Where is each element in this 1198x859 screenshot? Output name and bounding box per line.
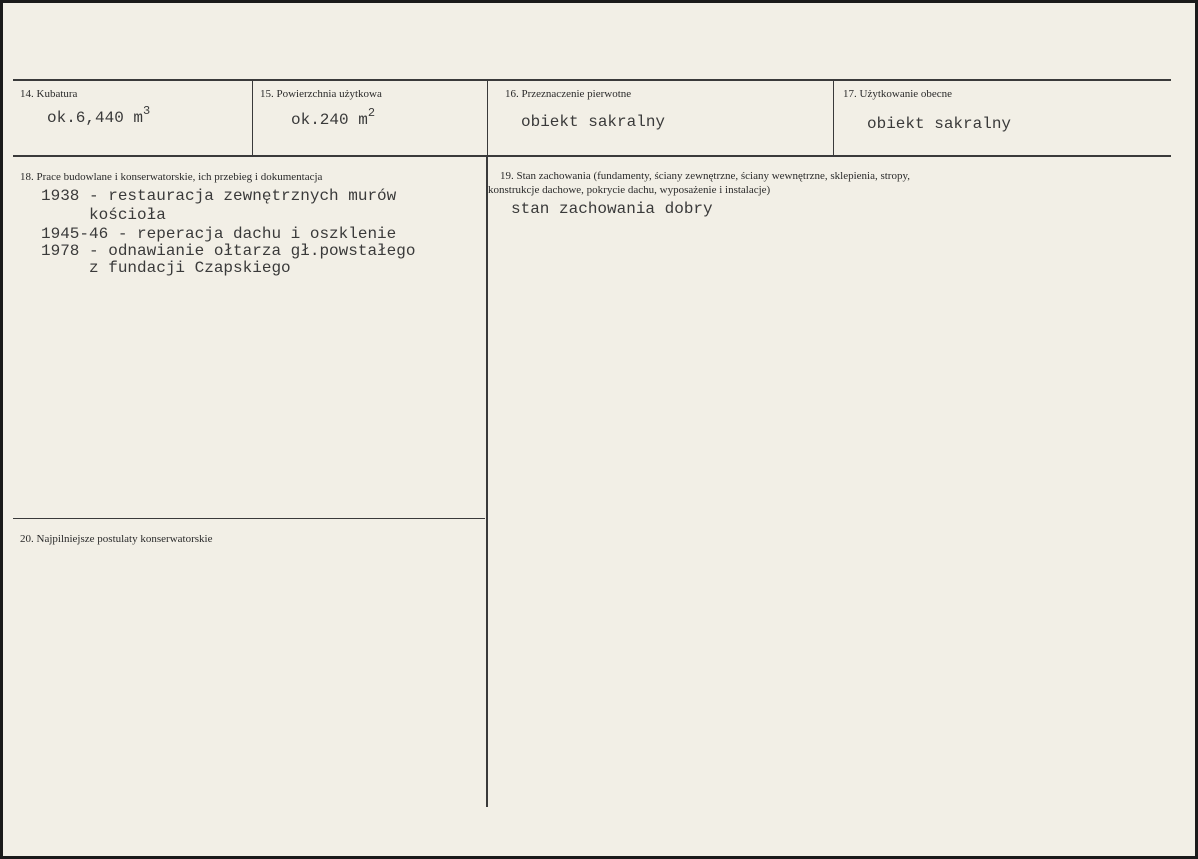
field-18-line-4: 1978 - odnawianie ołtarza gł.powstałego [41,242,416,260]
record-card [3,3,1195,856]
field-15-label: 15. Powierzchnia użytkowa [260,88,382,100]
field-18-line-3: 1945-46 - reperacja dachu i oszklenie [41,225,397,243]
field-19-label-line-1: 19. Stan zachowania (fundamenty, ściany zewnętrzne, ściany wewnętrzne, sklepienia, stropy, [500,170,911,182]
field-18-line-1: 1938 - restauracja zewnętrznych murów [41,187,397,205]
divider-14-15 [252,79,253,157]
divider-15-16 [487,79,488,157]
field-17-value: obiekt sakralny [867,115,1012,133]
divider-main [486,157,488,807]
field-19-label-line-2: konstrukcje dachowe, pokrycie dachu, wyposażenie i instalacje) [488,184,771,196]
field-18-line-5: z fundacji Czapskiego [41,259,291,277]
field-14-value-text: ok.6,440 m [47,109,144,127]
field-16-value: obiekt sakralny [521,113,666,131]
field-16-label: 16. Przeznaczenie pierwotne [505,88,632,100]
field-17-label: 17. Użytkowanie obecne [843,88,953,100]
divider-16-17 [833,79,834,157]
field-19-value: stan zachowania dobry [511,200,713,218]
row2-rule [13,518,485,519]
field-20-label: 20. Najpilniejsze postulaty konserwatorskie [20,533,213,545]
field-14-superscript: 3 [143,104,151,118]
field-15-value [291,106,376,131]
field-14-label: 14. Kubatura [20,88,78,100]
row1-rule [13,155,1171,157]
field-15-value-text: ok.240 m [291,111,368,129]
field-18-label: 18. Prace budowlane i konserwatorskie, ich przebieg i dokumentacja [20,171,323,183]
field-18-line-2: kościoła [41,206,166,224]
field-14-value [47,104,151,129]
field-15-superscript: 2 [367,106,376,120]
top-rule [13,79,1171,81]
